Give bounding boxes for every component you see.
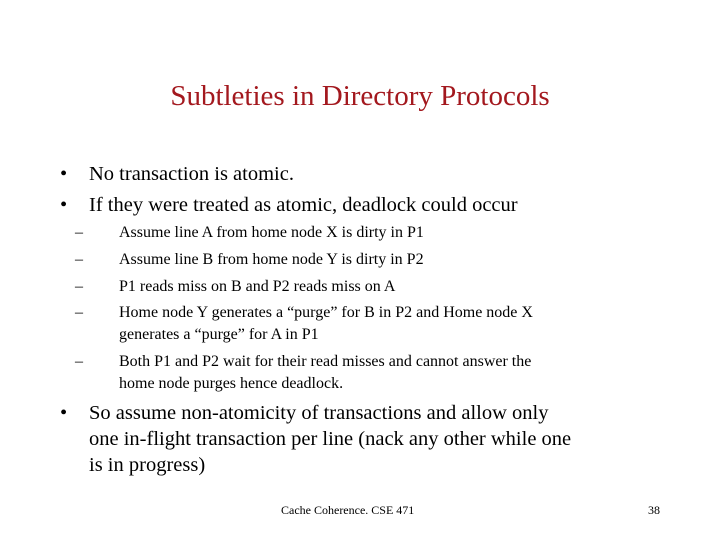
bullet-mark: • [60, 402, 68, 424]
dash-mark: – [75, 304, 83, 321]
bullet-mark: • [60, 163, 68, 185]
bullet-text: If they were treated as atomic, deadlock could occur [89, 194, 518, 216]
sub-bullet-text-continued: generates a “purge” for A in P1 [119, 325, 319, 343]
sub-bullet-text: Home node Y generates a “purge” for B in P2 and Home node X [119, 304, 533, 321]
bullet-text: So assume non-atomicity of transactions and allow only [89, 402, 549, 424]
dash-mark: – [75, 224, 83, 241]
bullet-mark: • [60, 194, 68, 216]
bullet-text-continued: is in progress) [89, 454, 206, 476]
slide-title: Subtleties in Directory Protocols [170, 80, 550, 112]
slide-number: 38 [648, 503, 660, 517]
sub-bullet-text: P1 reads miss on B and P2 reads miss on A [119, 278, 396, 295]
footer-course-label: Cache Coherence. CSE 471 [281, 503, 415, 517]
sub-bullet-text: Both P1 and P2 wait for their read misses and cannot answer the [119, 353, 532, 370]
bullet-text-continued: one in-flight transaction per line (nack any other while one [89, 428, 572, 450]
dash-mark: – [75, 251, 83, 268]
bullet-text: No transaction is atomic. [89, 163, 294, 185]
sub-bullet-text: Assume line A from home node X is dirty in P1 [119, 224, 424, 241]
dash-mark: – [75, 353, 83, 370]
sub-bullet-text: Assume line B from home node Y is dirty in P2 [119, 251, 424, 268]
sub-bullet-text-continued: home node purges hence deadlock. [119, 374, 344, 392]
dash-mark: – [75, 278, 83, 295]
